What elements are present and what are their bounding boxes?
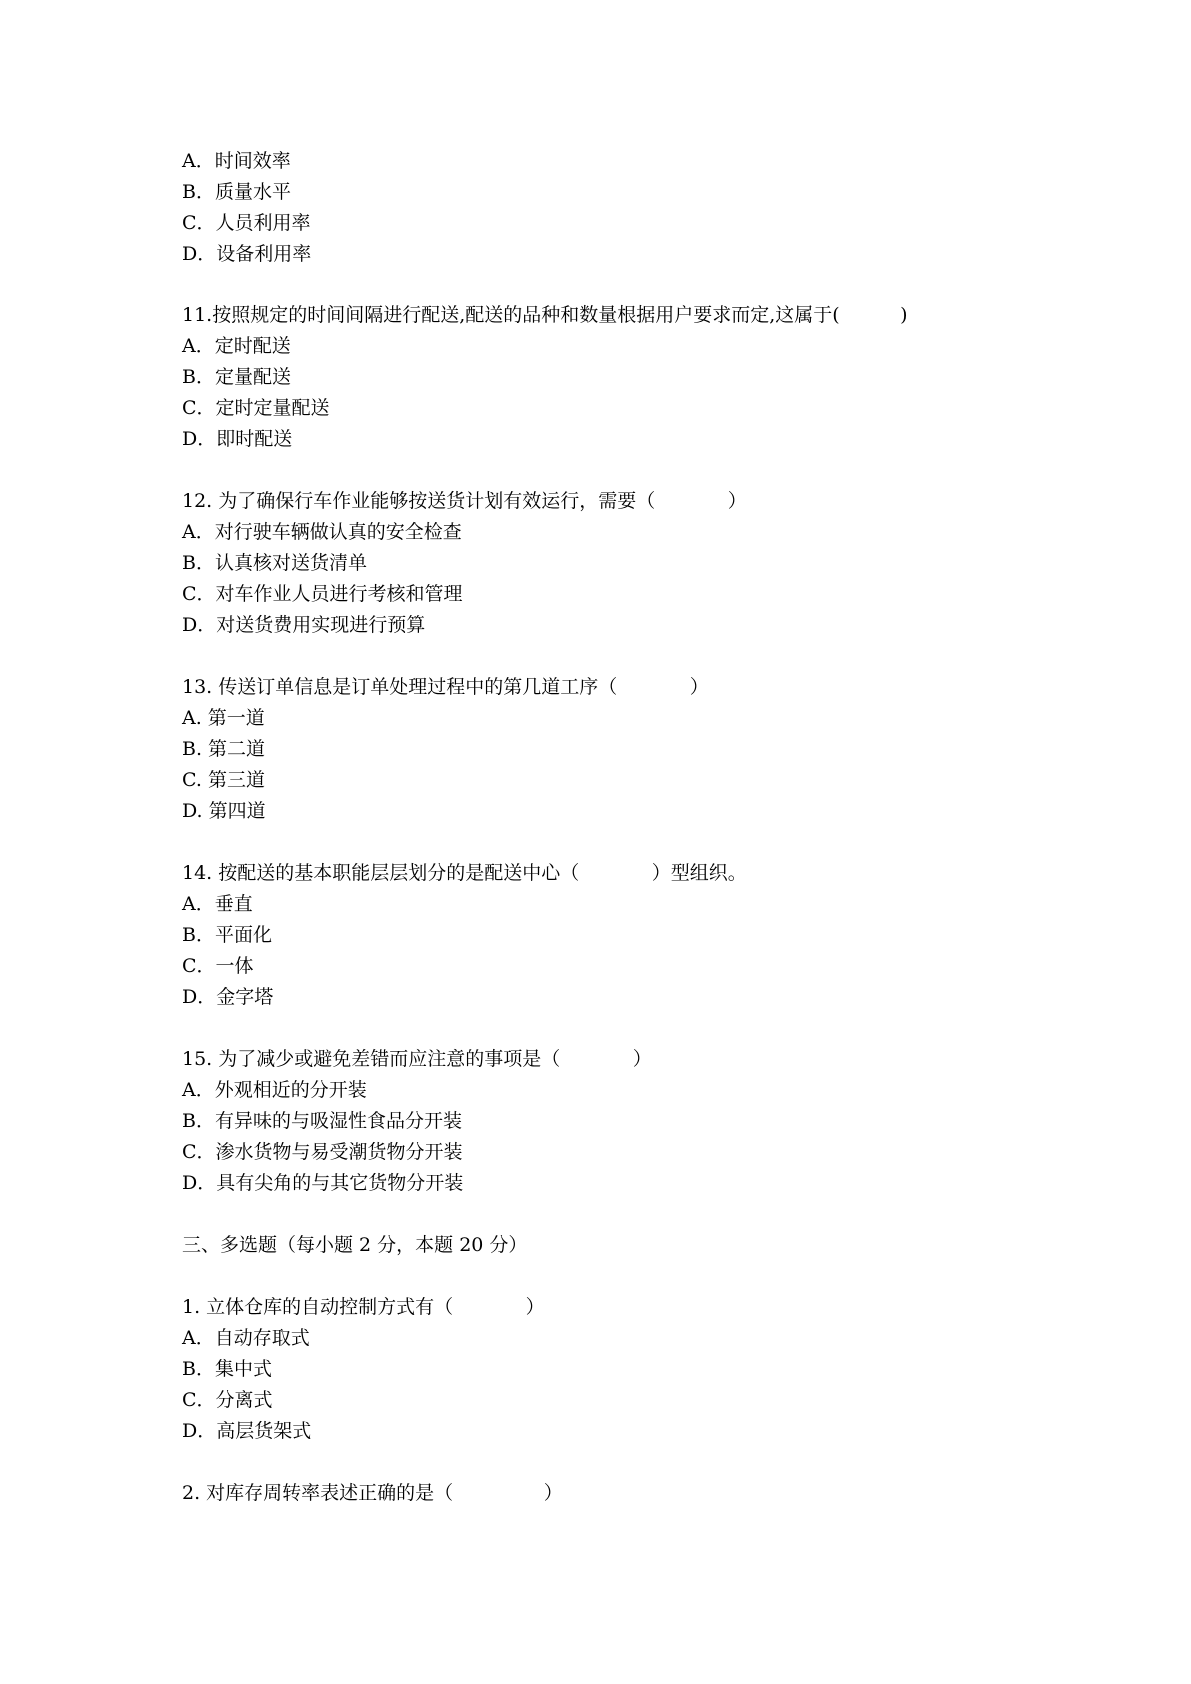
q11-option-d: D．即时配送 bbox=[182, 428, 293, 450]
mq2-stem: 2. 对库存周转率表述正确的是（ ） bbox=[182, 1482, 563, 1504]
q12-option-b: B．认真核对送货清单 bbox=[182, 552, 367, 574]
q12-option-c: C．对车作业人员进行考核和管理 bbox=[182, 583, 463, 605]
q15-stem: 15. 为了减少或避免差错而应注意的事项是（ ） bbox=[182, 1048, 652, 1070]
q14-option-d: D．金字塔 bbox=[182, 986, 274, 1008]
q11-stem: 11.按照规定的时间间隔进行配送,配送的品种和数量根据用户要求而定,这属于( ) bbox=[182, 304, 908, 326]
q14-option-c: C．一体 bbox=[182, 955, 254, 977]
q13-option-c: C. 第三道 bbox=[182, 769, 265, 791]
q12-option-a: A．对行驶车辆做认真的安全检查 bbox=[182, 521, 462, 543]
q14-stem: 14. 按配送的基本职能层层划分的是配送中心（ ）型组织。 bbox=[182, 862, 747, 884]
q11-option-a: A．定时配送 bbox=[182, 335, 291, 357]
q11-option-c: C．定时定量配送 bbox=[182, 397, 330, 419]
q13-option-d: D. 第四道 bbox=[182, 800, 266, 822]
q14-option-b: B．平面化 bbox=[182, 924, 272, 946]
q10-option-c: C．人员利用率 bbox=[182, 212, 311, 234]
q10-option-a: A．时间效率 bbox=[182, 150, 291, 172]
q15-option-d: D．具有尖角的与其它货物分开装 bbox=[182, 1172, 464, 1194]
mq1-option-c: C．分离式 bbox=[182, 1389, 273, 1411]
q12-option-d: D．对送货费用实现进行预算 bbox=[182, 614, 426, 636]
mq1-option-d: D．高层货架式 bbox=[182, 1420, 312, 1442]
q15-option-b: B．有异味的与吸湿性食品分开装 bbox=[182, 1110, 462, 1132]
q13-option-b: B. 第二道 bbox=[182, 738, 266, 760]
q14-option-a: A．垂直 bbox=[182, 893, 253, 915]
q10-option-b: B．质量水平 bbox=[182, 181, 291, 203]
q13-stem: 13. 传送订单信息是订单处理过程中的第几道工序（ ） bbox=[182, 676, 709, 698]
q15-option-c: C．渗水货物与易受潮货物分开装 bbox=[182, 1141, 463, 1163]
q11-option-b: B．定量配送 bbox=[182, 366, 291, 388]
section-heading: 三、多选题（每小题 2 分，本题 20 分） bbox=[182, 1234, 528, 1256]
mq1-option-b: B．集中式 bbox=[182, 1358, 272, 1380]
q10-option-d: D．设备利用率 bbox=[182, 243, 312, 265]
mq1-option-a: A．自动存取式 bbox=[182, 1327, 310, 1349]
q12-stem: 12. 为了确保行车作业能够按送货计划有效运行，需要（ ） bbox=[182, 490, 747, 512]
q13-option-a: A. 第一道 bbox=[182, 707, 265, 729]
mq1-stem: 1. 立体仓库的自动控制方式有（ ） bbox=[182, 1296, 545, 1318]
q15-option-a: A．外观相近的分开装 bbox=[182, 1079, 367, 1101]
